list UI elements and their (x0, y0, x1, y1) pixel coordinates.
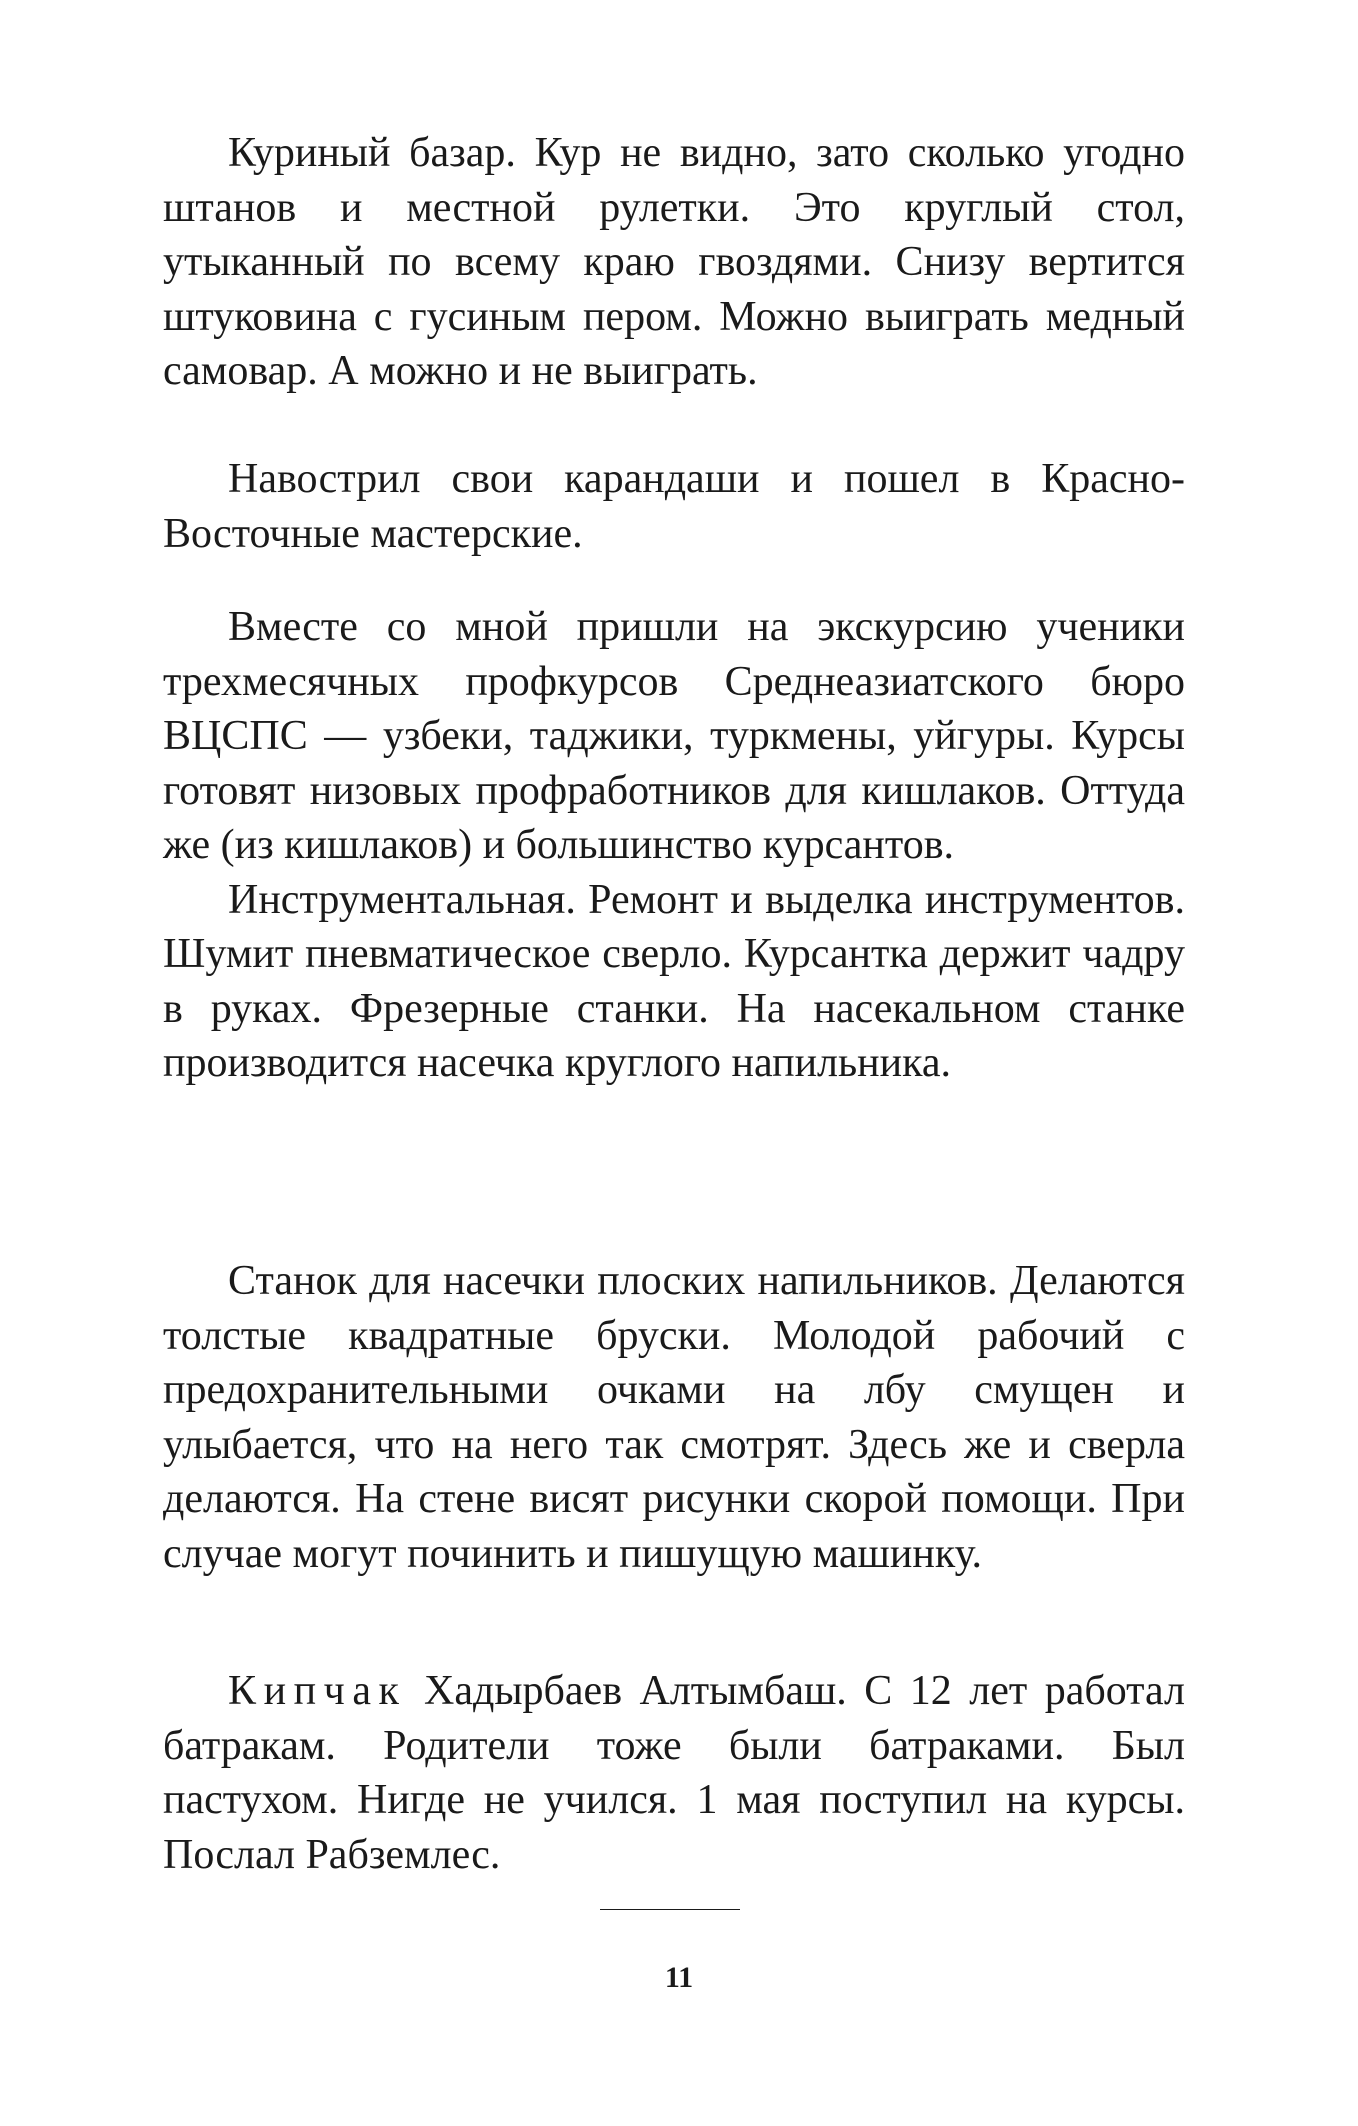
paragraph-chicken-bazaar (163, 126, 1185, 399)
paragraph-kipchak (163, 1664, 1185, 1882)
page-number: 11 (664, 1961, 694, 1994)
paragraph-text: Станок для насечки плоских напильников. Делаются толстые квадратные бруски. Молодой рабочий с предохранительными очками на лбу смущен и улыбается, что на него так смотрят. Здесь же и сверла делаются. На стене висят рисунки скорой помощи. При случае могут починить и пишущую машинку. (163, 1258, 1185, 1577)
paragraph-text (163, 1664, 1185, 1882)
paragraph-workshops (163, 452, 1185, 561)
paragraph-text: Вместе со мной пришли на экскурсию ученики трехмесячных профкурсов Среднеазиатского бюро ВЦСПС — узбеки, таджики, туркмены, уйгуры. Курсы готовят низовых профработников для кишлаков. Оттуда же (из кишлаков) и большинство курсантов. (163, 604, 1185, 868)
paragraph-text: Инструментальная. Ремонт и выделка инструментов. Шумит пневматическое сверло. Курсантка держит чадру в руках. Фрезерные станки. На насекальном станке производится насечка круглого напильника. (163, 876, 1185, 1086)
paragraph-text: Навострил свои карандаши и пошел в Красно-Восточные мастерские. (163, 456, 1185, 557)
paragraph-rest: Хадырбаев Алтымбаш. С 12 лет работал батракам. Родители тоже были батраками. Был пастухом. Нигде не учился. 1 мая поступил на курсы. Послал Рабземлес. (163, 1668, 1185, 1878)
footer-rule (600, 1909, 740, 1910)
paragraph-text: Куриный базар. Кур не видно, зато сколько угодно штанов и местной рулетки. Это круглый стол, утыканный по всему краю гвоздями. Снизу вертится штуковина с гусиным пером. Можно выиграть медный самовар. А можно и не выиграть. (163, 130, 1185, 394)
spaced-name: Кипчак (228, 1668, 407, 1714)
paragraph-file-machine (163, 1254, 1185, 1581)
paragraph-excursion (163, 600, 1185, 1091)
